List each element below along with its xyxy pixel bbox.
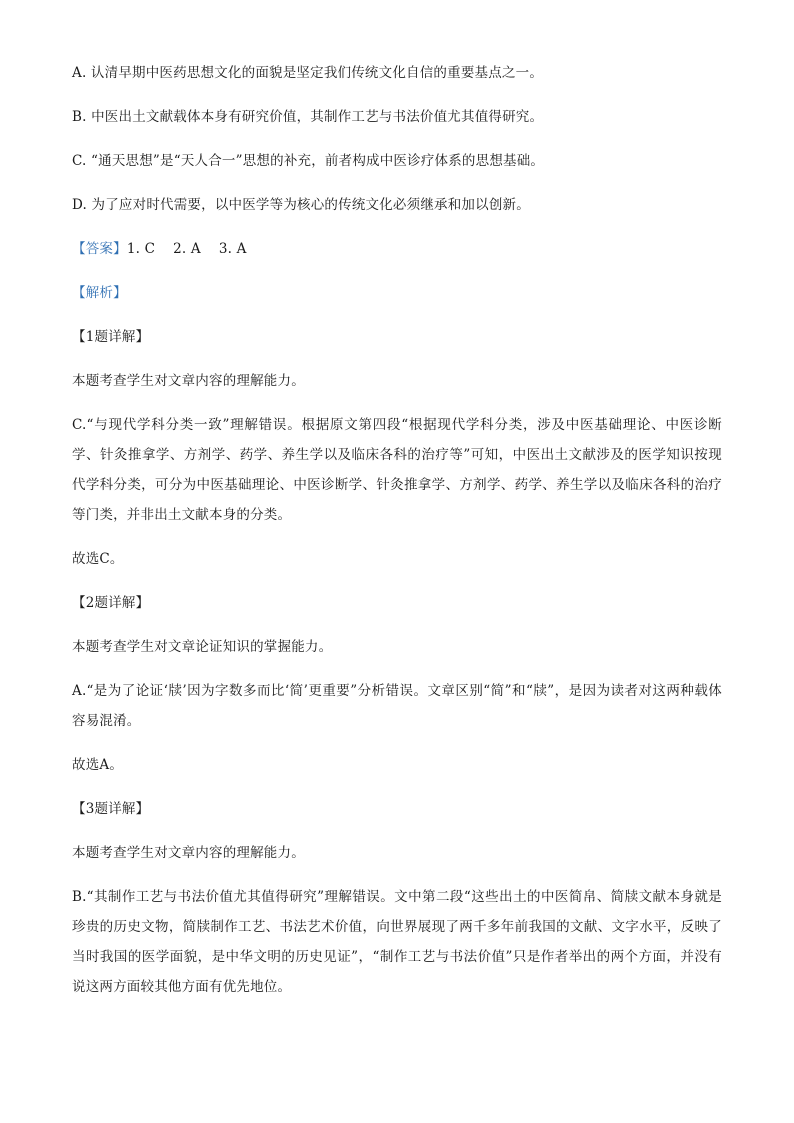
q3-intro: 本题考查学生对文章内容的理解能力。 [72, 845, 305, 861]
option-c: C. “通天思想”是“天人合一”思想的补充，前者构成中医诊疗体系的思想基础。 [72, 153, 545, 169]
q2-conclusion: 故选A。 [72, 757, 124, 773]
q3-body: B.“其制作工艺与书法价值尤其值得研究”理解错误。文中第二段“这些出土的中医简帛、简牍文献本身就是珍贵的历史文物，简牍制作工艺、书法艺术价值，向世界展现了两千多年前我国的文献、文字水平，反映了当时我国的医学面貌，是中华文明的历史见证”，“制作工艺与书法价值”只是作者举出的两个方面，并没有说这两方面较其他方面有优先地位。 [72, 889, 722, 995]
q1-body: C.“与现代学科分类一致”理解错误。根据原文第四段“根据现代学科分类，涉及中医基础理论、中医诊断学、针灸推拿学、方剂学、药学、养生学以及临床各科的治疗等”可知，中医出土文献涉及的医学知识按现代学科分类，可分为中医基础理论、中医诊断学、针灸推拿学、方剂学、药学、养生学以及临床各科的治疗等门类，并非出土文献本身的分类。 [72, 417, 722, 523]
answer-tag: 【答案】 [72, 241, 127, 257]
analysis-tag: 【解析】 [72, 285, 127, 301]
q2-heading: 【2题详解】 [72, 595, 150, 611]
answer-item-1: 1. C [126, 241, 156, 257]
option-d: D. 为了应对时代需要，以中医学等为核心的传统文化必须继承和加以创新。 [72, 197, 530, 213]
answer-line [72, 238, 722, 260]
q2-body: A.“是为了论证‘牍’因为字数多而比‘简’更重要”分析错误。文章区别“简”和“牍”，是因为读者对这两种载体容易混淆。 [72, 683, 722, 729]
q1-conclusion: 故选C。 [72, 551, 124, 567]
q1-heading: 【1题详解】 [72, 329, 150, 345]
q1-intro: 本题考查学生对文章内容的理解能力。 [72, 373, 305, 389]
answer-item-3: 3. A [218, 241, 247, 257]
document-page [72, 62, 722, 1020]
option-a: A. 认清早期中医药思想文化的面貌是坚定我们传统文化自信的重要基点之一。 [72, 65, 544, 81]
option-b: B. 中医出土文献载体本身有研究价值，其制作工艺与书法价值尤其值得研究。 [72, 109, 544, 125]
answer-item-2: 2. A [173, 241, 201, 257]
q3-heading: 【3题详解】 [72, 801, 150, 817]
q2-intro: 本题考查学生对文章论证知识的掌握能力。 [72, 639, 333, 655]
